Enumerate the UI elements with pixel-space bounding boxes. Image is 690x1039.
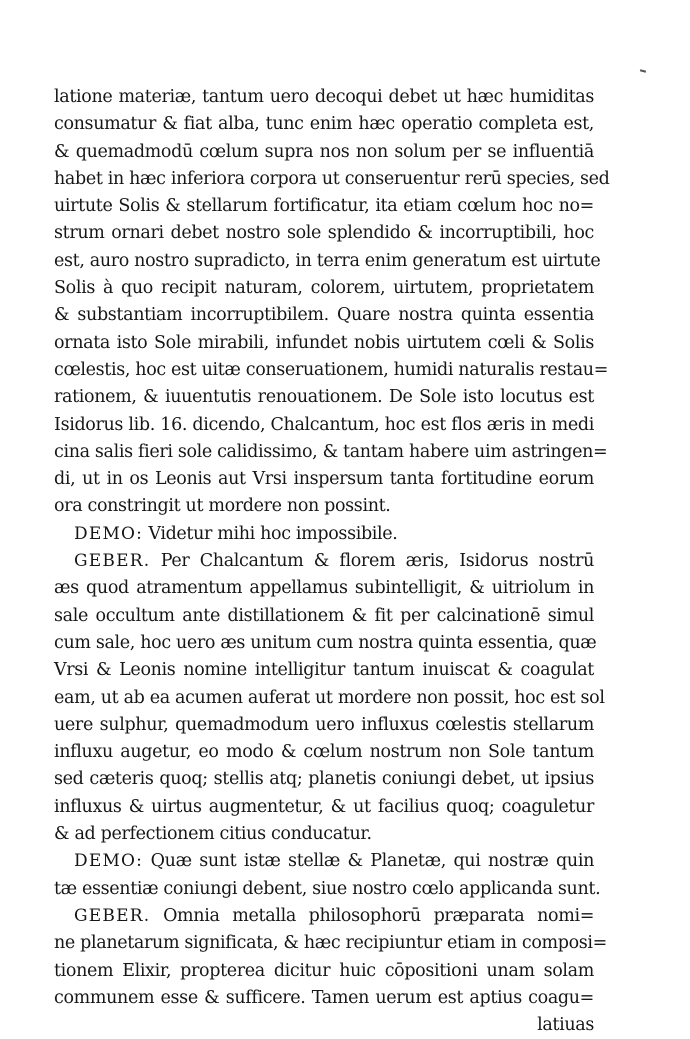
text-line: influxu augetur, eo modo & cœlum nostrum non Sole tantum	[54, 742, 594, 763]
text-line: est, auro nostro supradicto, in terra enim generatum est uirtute	[54, 250, 601, 271]
text-line: Isidorus lib. 16. dicendo, Chalcantum, hoc est flos æris in medi	[54, 414, 594, 435]
dialogue-text: Per Chalcantum & florem æris, Isidorus nostrū	[160, 551, 594, 572]
dialogue-text: Omnia metalla philosophorū præparata nomi=	[163, 905, 595, 926]
text-line: tæ essentiæ coniungi debent, siue nostro cœlo applicanda sunt.	[54, 878, 601, 899]
text-line: & quemadmodū cœlum supra nos non solum per se influentiā	[54, 141, 594, 162]
text-line: habet in hæc inferiora corpora ut conseruentur rerū species, sed	[54, 168, 610, 189]
ink-speck	[640, 69, 646, 72]
text-line: Vrsi & Leonis nomine intelligitur tantum inuiscat & coagulat	[54, 660, 594, 681]
text-line: tionem Elixir, propterea dicitur huic cōpositioni unam solam	[54, 960, 594, 981]
dialogue-line	[54, 903, 594, 930]
text-line: uirtute Solis & stellarum fortificatur, ita etiam cœlum hoc no=	[54, 196, 594, 217]
text-line: di, ut in os Leonis aut Vrsi inspersum tanta fortitudine eorum	[54, 469, 594, 490]
dialogue-text: Videtur mihi hoc impossibile.	[148, 523, 398, 544]
text-line: cum sale, hoc uero æs unitum cum nostra quinta essentia, quæ	[54, 632, 597, 653]
speaker-label: DEMO:	[74, 523, 144, 544]
text-line: cina salis fieri sole calidissimo, & tantam habere uim astringen=	[54, 441, 608, 462]
text-line: cœlestis, hoc est uitæ conseruationem, humidi naturalis restau=	[54, 359, 609, 380]
text-line: & ad perfectionem citius conducatur.	[54, 824, 372, 845]
speaker-label: GEBER.	[74, 551, 151, 572]
text-line: rationem, & iuuentutis renouationem. De Sole isto locutus est	[54, 387, 594, 408]
text-line: influxus & uirtus augmentetur, & ut facilius quoq; coaguletur	[54, 796, 594, 817]
text-line: sale occultum ante distillationem & fit per calcinationē simul	[54, 605, 594, 626]
speaker-label: GEBER.	[74, 905, 151, 926]
text-line: eam, ut ab ea acumen auferat ut mordere non possit, hoc est sol	[54, 687, 605, 708]
text-line: uere sulphur, quemadmodum uero influxus cœlestis stellarum	[54, 714, 594, 735]
dialogue-line	[54, 521, 594, 548]
text-line: ne planetarum significata, & hæc recipiuntur etiam in composi=	[54, 933, 607, 954]
dialogue-line	[54, 548, 594, 575]
text-line: communem esse & sufficere. Tamen uerum est aptius coagu=	[54, 987, 594, 1008]
dialogue-line	[54, 848, 594, 875]
text-line: æs quod atramentum appellamus subintelligit, & uitriolum in	[54, 578, 594, 599]
text-line: strum ornari debet nostro sole splendido & incorruptibili, hoc	[54, 223, 594, 244]
catchword: latiuas	[537, 1015, 594, 1036]
text-line: sed cæteris quoq; stellis atq; planetis coniungi debet, ut ipsius	[54, 769, 594, 790]
text-block	[54, 84, 610, 1039]
text-line: consumatur & fiat alba, tunc enim hæc operatio completa est,	[54, 114, 594, 135]
text-line: & substantiam incorruptibilem. Quare nostra quinta essentia	[54, 305, 594, 326]
text-line: latione materiæ, tantum uero decoqui debet ut hæc humiditas	[54, 87, 594, 107]
text-line: Solis à quo recipit naturam, colorem, uirtutem, proprietatem	[54, 278, 594, 299]
text-line: ornata isto Sole mirabili, infundet nobis uirtutem cœli & Solis	[54, 332, 594, 353]
speaker-label: DEMO:	[74, 851, 144, 872]
text-line: ora constringit ut mordere non possint.	[54, 496, 391, 517]
dialogue-text: Quæ sunt istæ stellæ & Planetæ, qui nostræ quin	[150, 851, 594, 872]
